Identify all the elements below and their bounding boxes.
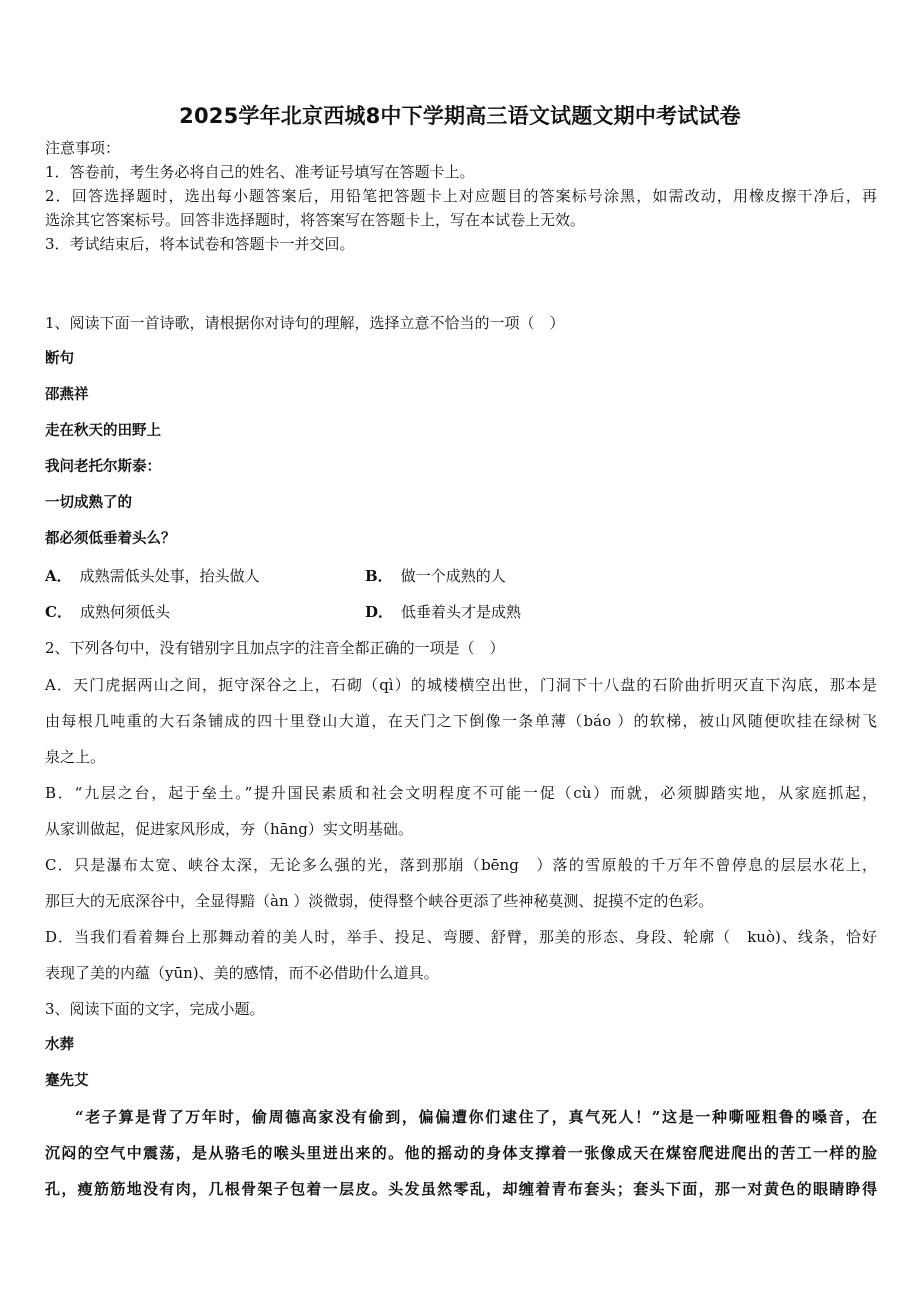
notice-item: 2．回答选择题时，选出每小题答案后，用铅笔把答题卡上对应题目的答案标号涂黑，如需改动，用橡皮擦干净后，再	[45, 187, 877, 205]
option-letter: D．	[365, 603, 394, 621]
option-letter: B．	[365, 567, 393, 585]
poem-title: 断句	[45, 350, 74, 367]
option-a[interactable]	[45, 566, 260, 586]
option-c[interactable]	[45, 602, 170, 622]
notice-item: 选涂其它答案标号。回答非选择题时，将答案写在答题卡上，写在本试卷上无效。	[45, 211, 586, 229]
notice-heading: 注意事项：	[45, 139, 121, 157]
option-text: 做一个成熟的人	[400, 567, 506, 585]
story-author: 蹇先艾	[45, 1072, 89, 1089]
question-2-line: 从家训做起，促进家风形成，夯（hāng）实文明基础。	[45, 820, 413, 838]
exam-title: 2025学年北京西城8中下学期高三语文试题文期中考试试卷	[179, 104, 741, 128]
story-paragraph-line: “老子算是背了万年时，偷周德高家没有偷到，偏偏遭你们逮住了，真气死人！”这是一种嘶哑粗鲁的嗓音，在	[75, 1108, 877, 1126]
option-letter: A．	[45, 567, 72, 585]
option-letter: C．	[45, 603, 72, 621]
question-1-stem: 1、阅读下面一首诗歌，请根据你对诗句的理解，选择立意不恰当的一项（ ）	[45, 314, 565, 332]
story-paragraph-line: 沉闷的空气中震荡，是从骆毛的喉头里迸出来的。他的摇动的身体支撑着一张像成天在煤窑爬进爬出的苦工一样的脸	[45, 1144, 877, 1162]
option-d[interactable]	[365, 602, 521, 622]
question-2-line: D．当我们看着舞台上那舞动着的美人时，举手、投足、弯腰、舒臂，那美的形态、身段、轮廓（ kuò)、线条，恰好	[45, 928, 877, 946]
question-2-line: 泉之上。	[45, 748, 106, 766]
notice-item: 1．答卷前，考生务必将自己的姓名、准考证号填写在答题卡上。	[45, 163, 475, 181]
option-b[interactable]	[365, 566, 506, 586]
poem-line: 一切成熟了的	[45, 494, 132, 511]
option-text: 成熟需低头处事，抬头做人	[79, 567, 260, 585]
poem-author: 邵燕祥	[45, 386, 89, 403]
story-title: 水葬	[45, 1036, 74, 1053]
question-2-line: B．“九层之台，起于垒土。”提升国民素质和社会文明程度不可能一促（cù）而就，必须脚踏实地，从家庭抓起，	[45, 784, 877, 802]
poem-line: 我问老托尔斯泰：	[45, 458, 161, 475]
question-2-line: 由每根几吨重的大石条铺成的四十里登山大道，在天门之下倒像一条单薄（báo ）的软梯，被山风随便吹挂在绿树飞	[45, 712, 877, 730]
question-2-stem: 2、下列各句中，没有错别字且加点字的注音全都正确的一项是（ ）	[45, 639, 505, 657]
story-paragraph-line: 孔，瘦筋筋地没有肉，几根骨架子包着一层皮。头发虽然零乱，却缠着青布套头；套头下面，那一对黄色的眼睛睁得	[45, 1180, 877, 1198]
question-2-line: 那巨大的无底深谷中，全显得黯（àn ）淡微弱，使得整个峡谷更添了些神秘莫测、捉摸不定的色彩。	[45, 892, 714, 910]
question-3-stem: 3、阅读下面的文字，完成小题。	[45, 1000, 265, 1018]
question-2-line: A．天门虎据两山之间，扼守深谷之上，石砌（qì）的城楼横空出世，门洞下十八盘的石阶曲折明灭直下沟底，那本是	[45, 676, 877, 694]
option-text: 成熟何须低头	[79, 603, 170, 621]
question-2-line: C．只是瀑布太宽、峡谷太深，无论多么强的光，落到那崩（bēng ）落的雪原般的千万年不曾停息的层层水花上，	[45, 856, 877, 874]
question-2-line: 表现了美的内蕴（yūn)、美的感情，而不必借助什么道具。	[45, 964, 439, 982]
poem-line: 走在秋天的田野上	[45, 422, 161, 439]
poem-line: 都必须低垂着头么？	[45, 530, 176, 547]
notice-item: 3．考试结束后，将本试卷和答题卡一并交回。	[45, 235, 355, 253]
option-text: 低垂着头才是成熟	[401, 603, 522, 621]
